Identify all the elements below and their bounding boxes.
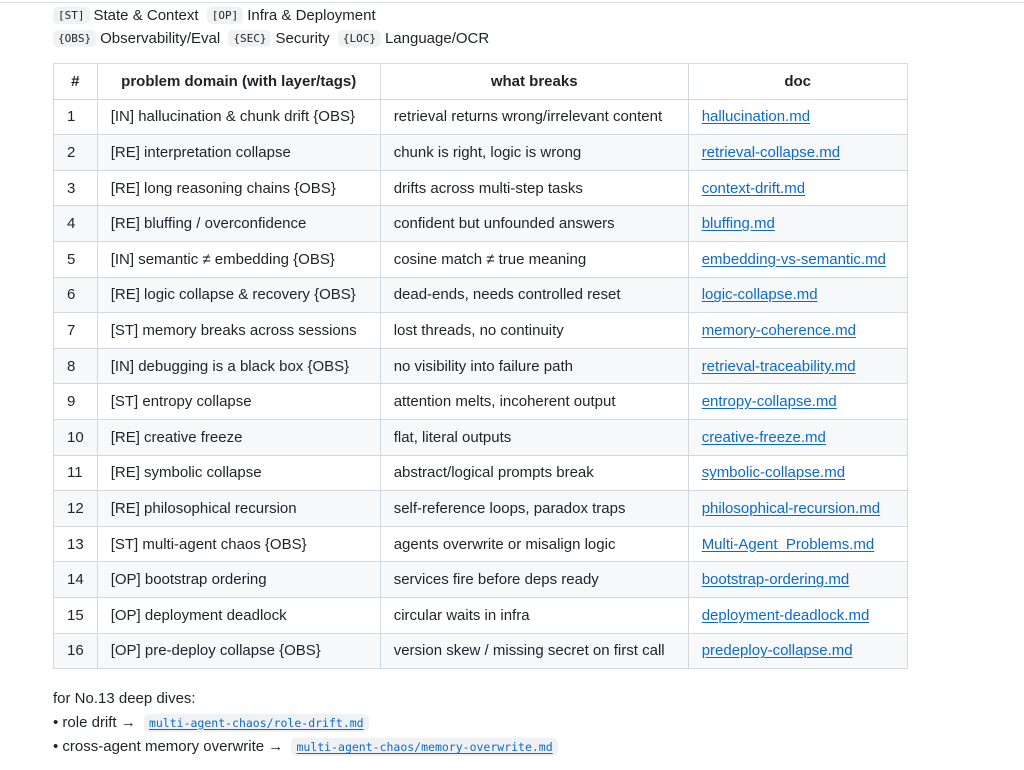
row-doc-cell <box>688 313 907 349</box>
row-breaks: services fire before deps ready <box>380 562 688 598</box>
row-breaks: confident but unfounded answers <box>380 206 688 242</box>
row-doc-cell <box>688 562 907 598</box>
row-number: 7 <box>54 313 98 349</box>
legend-line-2 <box>53 27 493 50</box>
doc-link[interactable]: hallucination.md <box>701 108 811 126</box>
row-number: 14 <box>54 562 98 598</box>
doc-link[interactable]: Multi-Agent_Problems.md <box>701 535 875 553</box>
row-number: 11 <box>54 455 98 491</box>
row-domain: [RE] symbolic collapse <box>97 455 380 491</box>
deep-dives-section <box>53 687 558 760</box>
table-row <box>54 313 908 349</box>
table-row <box>54 241 908 277</box>
row-doc-cell <box>688 526 907 562</box>
deep-dive-item <box>53 711 558 736</box>
doc-link[interactable]: logic-collapse.md <box>701 286 818 304</box>
row-breaks: version skew / missing secret on first call <box>380 633 688 669</box>
doc-link[interactable]: deployment-deadlock.md <box>701 606 870 624</box>
table-row <box>54 99 908 135</box>
top-divider <box>0 2 1024 3</box>
row-breaks: retrieval returns wrong/irrelevant content <box>380 99 688 135</box>
doc-link[interactable]: symbolic-collapse.md <box>701 464 846 482</box>
row-domain: [ST] multi-agent chaos {OBS} <box>97 526 380 562</box>
row-domain: [OP] deployment deadlock <box>97 597 380 633</box>
row-domain: [ST] entropy collapse <box>97 384 380 420</box>
table-row <box>54 277 908 313</box>
row-doc-cell <box>688 170 907 206</box>
deep-dive-label: • role drift → <box>53 713 136 731</box>
table-row <box>54 455 908 491</box>
row-breaks: attention melts, incoherent output <box>380 384 688 420</box>
row-number: 2 <box>54 135 98 171</box>
table-header-row <box>54 64 908 100</box>
row-breaks: abstract/logical prompts break <box>380 455 688 491</box>
tag-legend <box>53 4 493 50</box>
row-number: 6 <box>54 277 98 313</box>
row-domain: [RE] bluffing / overconfidence <box>97 206 380 242</box>
row-breaks: circular waits in infra <box>380 597 688 633</box>
legend-label-op: Infra & Deployment <box>247 7 376 24</box>
legend-label-loc: Language/OCR <box>384 30 490 47</box>
table-row <box>54 491 908 527</box>
row-number: 9 <box>54 384 98 420</box>
table-row <box>54 597 908 633</box>
doc-link[interactable]: memory-coherence.md <box>701 321 856 339</box>
row-domain: [IN] semantic ≠ embedding {OBS} <box>97 241 380 277</box>
row-breaks: dead-ends, needs controlled reset <box>380 277 688 313</box>
table-row <box>54 384 908 420</box>
doc-link[interactable]: embedding-vs-semantic.md <box>701 250 886 268</box>
table-row <box>54 633 908 669</box>
row-domain: [IN] debugging is a black box {OBS} <box>97 348 380 384</box>
row-doc-cell <box>688 348 907 384</box>
row-domain: [RE] interpretation collapse <box>97 135 380 171</box>
row-domain: [IN] hallucination & chunk drift {OBS} <box>97 99 380 135</box>
row-doc-cell <box>688 384 907 420</box>
legend-tag-st: [ST] <box>53 7 90 24</box>
row-number: 8 <box>54 348 98 384</box>
table-row <box>54 348 908 384</box>
row-breaks: agents overwrite or misalign logic <box>380 526 688 562</box>
row-doc-cell <box>688 597 907 633</box>
row-number: 3 <box>54 170 98 206</box>
deep-dive-label: • cross-agent memory overwrite → <box>53 738 284 755</box>
legend-label-sec: Security <box>275 30 330 47</box>
doc-link[interactable]: predeploy-collapse.md <box>701 642 853 660</box>
row-doc-cell <box>688 633 907 669</box>
header-doc: doc <box>688 64 907 100</box>
row-number: 1 <box>54 99 98 135</box>
row-breaks: no visibility into failure path <box>380 348 688 384</box>
legend-tag-obs: {OBS} <box>53 30 96 47</box>
legend-line-1 <box>53 4 493 27</box>
row-domain: [OP] pre-deploy collapse {OBS} <box>97 633 380 669</box>
row-number: 12 <box>54 491 98 527</box>
row-breaks: cosine match ≠ true meaning <box>380 241 688 277</box>
table-row <box>54 526 908 562</box>
row-doc-cell <box>688 241 907 277</box>
row-number: 15 <box>54 597 98 633</box>
deep-dive-path-code <box>144 714 369 732</box>
problem-domain-table <box>53 63 908 669</box>
doc-link[interactable]: bootstrap-ordering.md <box>701 571 850 589</box>
row-number: 4 <box>54 206 98 242</box>
row-doc-cell <box>688 455 907 491</box>
row-domain: [RE] logic collapse & recovery {OBS} <box>97 277 380 313</box>
row-breaks: self-reference loops, paradox traps <box>380 491 688 527</box>
row-number: 16 <box>54 633 98 669</box>
row-breaks: drifts across multi-step tasks <box>380 170 688 206</box>
legend-label-st: State & Context <box>93 7 199 24</box>
doc-link[interactable]: entropy-collapse.md <box>701 393 837 411</box>
doc-link[interactable]: bluffing.md <box>701 215 775 233</box>
table-row <box>54 135 908 171</box>
role-drift-link[interactable]: multi-agent-chaos/role-drift.md <box>148 715 364 730</box>
doc-link[interactable]: retrieval-traceability.md <box>701 357 856 375</box>
row-breaks: lost threads, no continuity <box>380 313 688 349</box>
memory-overwrite-link[interactable]: multi-agent-chaos/memory-overwrite.md <box>296 740 553 754</box>
legend-tag-op: [OP] <box>207 7 244 24</box>
legend-tag-sec: {SEC} <box>228 30 271 47</box>
header-what-breaks: what breaks <box>380 64 688 100</box>
row-doc-cell <box>688 135 907 171</box>
row-doc-cell <box>688 99 907 135</box>
table-row <box>54 419 908 455</box>
row-doc-cell <box>688 419 907 455</box>
row-doc-cell <box>688 206 907 242</box>
legend-label-obs: Observability/Eval <box>100 30 221 47</box>
table-row <box>54 170 908 206</box>
table-row <box>54 562 908 598</box>
header-problem-domain: problem domain (with layer/tags) <box>97 64 380 100</box>
legend-tag-loc: {LOC} <box>338 30 381 47</box>
row-domain: [RE] long reasoning chains {OBS} <box>97 170 380 206</box>
doc-link[interactable]: retrieval-collapse.md <box>701 143 841 161</box>
header-number: # <box>54 64 98 100</box>
row-doc-cell <box>688 491 907 527</box>
row-number: 5 <box>54 241 98 277</box>
doc-link[interactable]: creative-freeze.md <box>701 428 826 446</box>
doc-link[interactable]: philosophical-recursion.md <box>701 499 881 517</box>
row-domain: [RE] philosophical recursion <box>97 491 380 527</box>
doc-link[interactable]: context-drift.md <box>701 179 806 197</box>
table-row <box>54 206 908 242</box>
row-domain: [OP] bootstrap ordering <box>97 562 380 598</box>
row-number: 10 <box>54 419 98 455</box>
deep-dives-intro: for No.13 deep dives: <box>53 690 196 707</box>
row-number: 13 <box>54 526 98 562</box>
row-breaks: chunk is right, logic is wrong <box>380 135 688 171</box>
row-domain: [RE] creative freeze <box>97 419 380 455</box>
row-breaks: flat, literal outputs <box>380 419 688 455</box>
row-domain: [ST] memory breaks across sessions <box>97 313 380 349</box>
deep-dive-path-code <box>291 738 557 756</box>
deep-dive-item <box>53 735 558 760</box>
row-doc-cell <box>688 277 907 313</box>
